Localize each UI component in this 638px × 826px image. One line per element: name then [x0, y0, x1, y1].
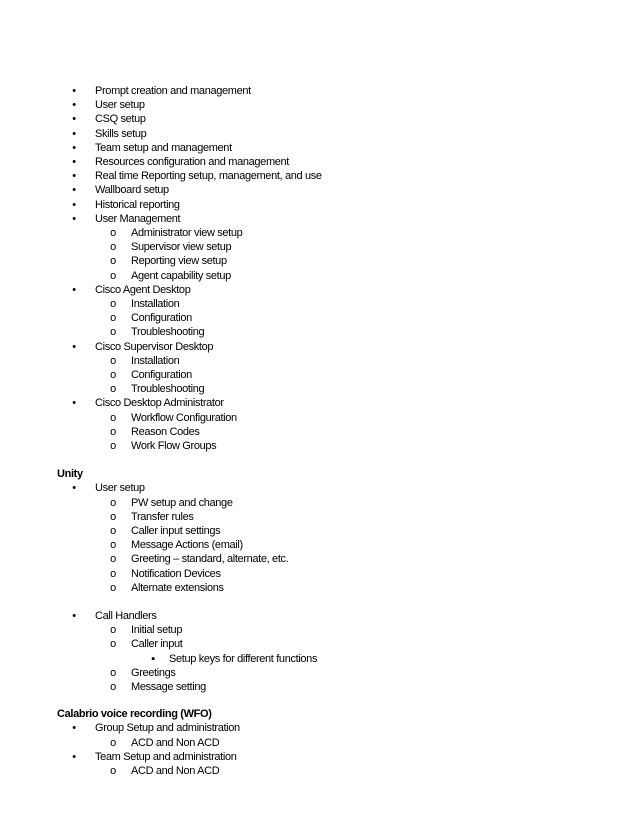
bullet-circle-icon: o [110, 354, 116, 367]
sub-sub-list-item: Setup keys for different functions [169, 652, 318, 665]
bullet-dot-icon: • [72, 127, 76, 140]
bullet-dot-icon: • [72, 610, 76, 622]
list-item: Real time Reporting setup, management, and use [95, 170, 322, 183]
list-item: Skills setup [95, 127, 147, 140]
sub-list-item: Greeting – standard, alternate, etc. [131, 553, 289, 566]
bullet-circle-icon: o [110, 510, 116, 523]
bullet-dot-icon: • [72, 340, 76, 353]
bullet-dot-icon: • [72, 85, 76, 97]
list-item: CSQ setup [95, 113, 146, 126]
sub-list-item: Reason Codes [131, 425, 200, 438]
bullet-circle-icon: o [110, 666, 116, 679]
bullet-circle-icon: o [110, 553, 116, 566]
bullet-dot-icon: • [72, 113, 76, 126]
sub-list-item: Agent capability setup [131, 269, 231, 282]
section-heading: Calabrio voice recording (WFO) [57, 708, 212, 721]
sub-list-item: Workflow Configuration [131, 411, 237, 424]
sub-list-item: Initial setup [131, 624, 183, 637]
bullet-dot-icon: • [72, 198, 76, 211]
bullet-circle-icon: o [110, 369, 116, 381]
bullet-circle-icon: o [110, 241, 116, 254]
bullet-circle-icon: o [110, 581, 116, 594]
bullet-dot-icon: • [72, 156, 76, 168]
list-item: User setup [95, 99, 145, 112]
bullet-dot-icon: • [72, 212, 76, 225]
sub-list-item: Administrator view setup [131, 227, 243, 239]
list-item: User setup [95, 482, 145, 495]
bullet-circle-icon: o [110, 269, 116, 282]
bullet-circle-icon: o [110, 525, 116, 537]
bullet-circle-icon: o [110, 567, 116, 580]
bullet-circle-icon: o [110, 736, 116, 749]
sub-list-item: Transfer rules [131, 510, 194, 523]
sub-list-item: Installation [131, 354, 180, 367]
sub-list-item: Supervisor view setup [131, 241, 232, 254]
list-item: Wallboard setup [95, 184, 169, 197]
list-item: Call Handlers [95, 610, 157, 622]
bullet-circle-icon: o [110, 255, 116, 268]
bullet-dot-icon: • [72, 184, 76, 197]
bullet-circle-icon: o [110, 496, 116, 509]
section-heading: Unity [57, 468, 83, 481]
bullet-square-icon: ▪ [151, 652, 155, 665]
bullet-circle-icon: o [110, 765, 116, 777]
sub-list-item: Message setting [131, 681, 206, 693]
bullet-dot-icon: • [72, 141, 76, 154]
bullet-circle-icon: o [110, 298, 116, 310]
bullet-dot-icon: • [72, 397, 76, 410]
sub-list-item: Troubleshooting [131, 383, 205, 396]
sub-list-item: Message Actions (email) [131, 539, 243, 552]
bullet-circle-icon: o [110, 440, 116, 452]
sub-list-item: Reporting view setup [131, 255, 227, 268]
list-item: Historical reporting [95, 198, 180, 211]
list-item: Cisco Desktop Administrator [95, 397, 224, 410]
bullet-circle-icon: o [110, 383, 116, 396]
list-item: User Management [95, 212, 181, 225]
bullet-dot-icon: • [72, 99, 76, 112]
list-item: Group Setup and administration [95, 722, 240, 735]
bullet-dot-icon: • [72, 482, 76, 495]
sub-list-item: Caller input [131, 638, 183, 651]
bullet-circle-icon: o [110, 425, 116, 438]
list-item: Team Setup and administration [95, 750, 237, 763]
bullet-dot-icon: • [72, 750, 76, 763]
sub-list-item: Caller input settings [131, 525, 221, 537]
bullet-dot-icon: • [72, 170, 76, 183]
sub-list-item: Greetings [131, 666, 176, 679]
list-item: Cisco Supervisor Desktop [95, 340, 214, 353]
bullet-circle-icon: o [110, 624, 116, 637]
list-item: Prompt creation and management [95, 85, 251, 97]
bullet-circle-icon: o [110, 638, 116, 651]
list-item: Resources configuration and management [95, 156, 289, 168]
bullet-dot-icon: • [72, 722, 76, 735]
bullet-circle-icon: o [110, 411, 116, 424]
sub-list-item: Installation [131, 298, 180, 310]
sub-list-item: Work Flow Groups [131, 440, 217, 452]
bullet-circle-icon: o [110, 681, 116, 693]
bullet-dot-icon: • [72, 283, 76, 296]
sub-list-item: Alternate extensions [131, 581, 224, 594]
list-item: Team setup and management [95, 141, 232, 154]
sub-list-item: PW setup and change [131, 496, 233, 509]
sub-list-item: Notification Devices [131, 567, 221, 580]
sub-list-item: ACD and Non ACD [131, 765, 220, 777]
bullet-circle-icon: o [110, 227, 116, 239]
sub-list-item: Configuration [131, 369, 192, 381]
sub-list-item: Configuration [131, 312, 192, 325]
bullet-circle-icon: o [110, 326, 116, 339]
bullet-circle-icon: o [110, 539, 116, 552]
bullet-circle-icon: o [110, 312, 116, 325]
sub-list-item: ACD and Non ACD [131, 736, 220, 749]
sub-list-item: Troubleshooting [131, 326, 205, 339]
list-item: Cisco Agent Desktop [95, 283, 191, 296]
